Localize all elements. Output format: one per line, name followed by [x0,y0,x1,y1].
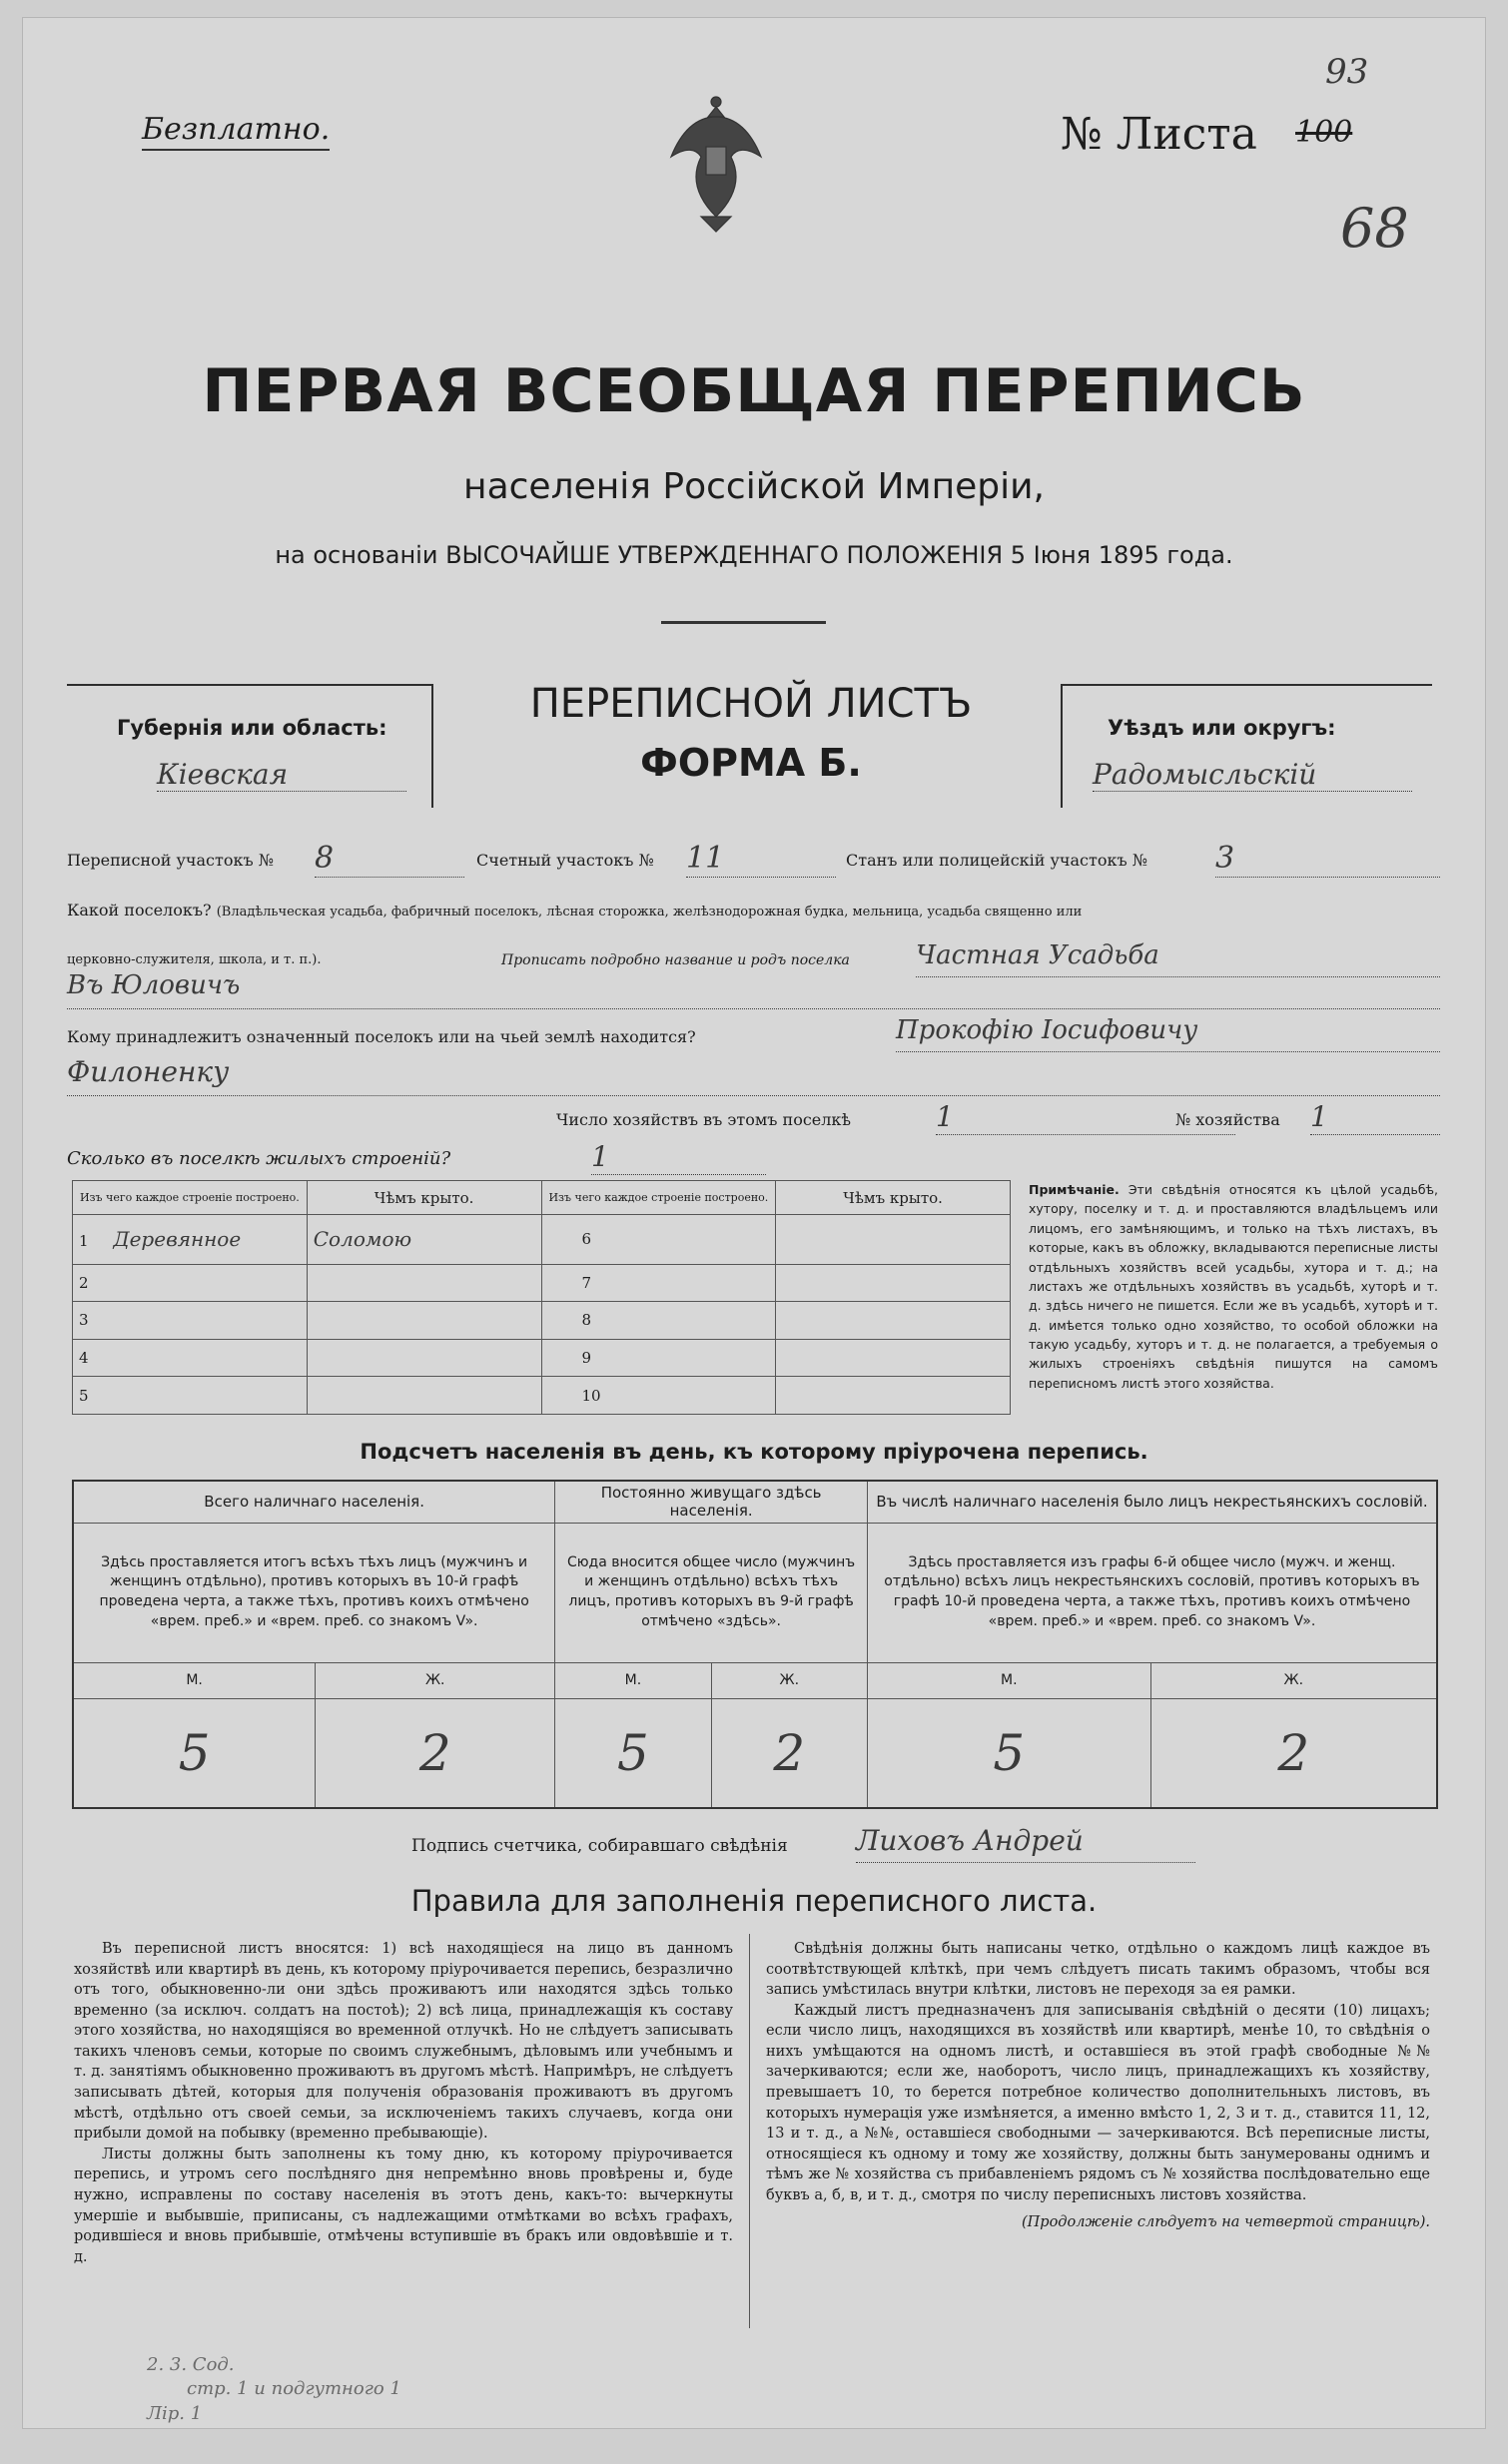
resident-female-value: 2 [711,1698,867,1808]
page-title: ПЕРВАЯ ВСЕОБЩАЯ ПЕРЕПИСЬ [202,356,1306,426]
settlement-value-2: Въ Юловичъ [67,970,1440,1009]
rules-left-p1: Въ переписной листъ вносятся: 1) всѣ находящіеся на лицо въ данномъ хозяйствѣ или квартирѣ въ день, къ которому пріурочивается перепись, безразлично отъ того, обыкновенно-ли они здѣсь проживаютъ или находятся здѣсь только временно (за исключ. солдатъ на постоѣ); 2) всѣ лица, принадлежащія къ составу этого хозяйства, но находящіяся во временной отлучкѣ. Но не слѣдуетъ записывать такихъ членовъ семьи, которые по своимъ служебнымъ, дѣловымъ или учебнымъ и т. д. занятіямъ обыкновенно проживаютъ въ другомъ мѣстѣ. Напримѣръ, не слѣдуетъ записывать дѣтей, которыя для полученія образованія проживаютъ въ другомъ мѣстѣ, отдѣльно отъ своей семьи, за исключеніемъ такихъ случаевъ, когда они прибыли домой на побывку (временно пребывающіе). [74,1941,733,2143]
count-heading: Подсчетъ населенія въ день, къ которому пріурочена перепись. [360,1440,1148,1464]
free-label: Безплатно. [142,112,330,151]
rules-heading: Правила для заполненія переписного листа. [410,1884,1098,1918]
note-text: Эти свѣдѣнія относятся къ цѣлой усадьбѣ, хутору, поселку и т. д. и проставляются владѣльцемъ или лицомъ, его замѣняющимъ, и только на тѣхъ листахъ, въ которые, какъ въ обложку, вкладываются переписные листы отдѣльныхъ хозяйствъ всей усадьбы, хутора и т. д.; на листахъ же отдѣльныхъ хозяйствъ въ усадьбѣ, хуторѣ и т. д. здѣсь ничего не пишется. Если же въ усадьбѣ, хуторѣ и т. д. имѣется только одно хозяйство, то особой обложки на такую усадьбу, хуторъ и т. д. не полагается, а требуемыя о жилыхъ строеніяхъ свѣдѣнія пишутся на самомъ переписномъ листѣ этого хозяйства. [1029,1182,1438,1391]
settlement-hint-2: церковно-служителя, школа, и т. п.). [67,952,322,967]
table-row: 3 8 [73,1302,1011,1340]
household-no-value: 1 [1310,1100,1440,1135]
district-row [67,841,1440,881]
sheet-old-number: 100 [1295,115,1353,150]
settlement-row [67,901,1440,920]
col2-title: Постоянно живущаго здѣсь населенія. [555,1481,868,1523]
buildings-row [67,1140,766,1178]
table-row: 5 10 [73,1377,1011,1415]
col-roof-right: Чѣмъ крыто. [776,1181,1011,1215]
table-row: 1 Деревянное Соломою 6 [73,1215,1011,1265]
buildings-question: Сколько въ поселкѣ жилыхъ строеній? [67,1148,451,1169]
county-label: Уѣздъ или округъ: [1108,716,1336,740]
resident-male-value: 5 [555,1698,711,1808]
buildings-table [72,1180,1011,1415]
district-label: Переписной участокъ № [67,851,274,870]
settlement-value: Частная Усадьба [916,940,1440,977]
material-value: Деревянное [113,1227,242,1252]
double-headed-eagle-icon [661,87,771,237]
total-male-value: 5 [73,1698,316,1808]
owner-value: Прокофію Іосифовичу [896,1015,1440,1052]
table-row: 2 7 [73,1264,1011,1302]
col3-text: Здѣсь проставляется изъ графы 6-й общее число (мужч. и женщ. отдѣльно) всѣхъ лицъ некрестьянскихъ сословій, противъ которыхъ въ графѣ 10-й проведена черта, а также тѣхъ, противъ коихъ отмѣчено «врем. преб.» и «врем. преб. со знакомъ V». [867,1523,1437,1662]
province-box [67,684,433,808]
population-count-table [72,1480,1438,1809]
county-value: Радомысльскій [1093,758,1412,792]
rules-left-p2: Листы должны быть заполнены къ тому дню, къ которому пріурочивается перепись, и утромъ сего послѣдняго дня непремѣнно вновь провѣрены и, буде нужно, исправлены по составу населенія въ этотъ день, какъ-то: вычеркнуты умершіе и выбывшіе, приписаны, съ надлежащими отмѣтками во всѣхъ графахъ, родившіеся и вновь прибывшіе, отмѣчены вступившіе въ бракъ или овдовѣвшіе и т. д. [74,2146,733,2265]
rules-left-column [74,1939,733,2267]
col1-title: Всего наличнаго населенія. [73,1481,555,1523]
rules-right-column [766,1939,1430,2232]
table-row: 4 9 [73,1339,1011,1377]
pencil-note-line-2: стр. 1 и подгутного 1 [187,2378,401,2400]
sheet-number-label: № Листа [1061,109,1257,160]
buildings-value: 1 [591,1140,766,1175]
pencil-note [147,2353,401,2426]
roof-value: Соломою [307,1215,541,1265]
col2-female-header: Ж. [711,1662,867,1698]
col2-male-header: М. [555,1662,711,1698]
province-label: Губернія или область: [117,716,387,740]
count-label: Счетный участокъ № [476,851,654,870]
note-label: Примѣчаніе. [1029,1182,1120,1197]
form-type: ФОРМА Б. [640,741,862,785]
col3-title: Въ числѣ наличнаго населенія было лицъ некрестьянскихъ сословій. [867,1481,1437,1523]
total-female-value: 2 [316,1698,555,1808]
settlement-hint: (Владѣльческая усадьба, фабричный поселокъ, лѣсная сторожка, желѣзнодорожная будка, мельница, усадьба священно или [216,905,1083,920]
household-no-label: № хозяйства [1175,1110,1280,1129]
col2-text: Сюда вносится общее число (мужчинъ и женщинъ отдѣльно) всѣхъ тѣхъ лицъ, противъ которыхъ въ 9-й графѣ отмѣчено «здѣсь». [555,1523,868,1662]
legal-basis: на основаніи ВЫСОЧАЙШЕ УТВЕРЖДЕННАГО ПОЛОЖЕНІЯ 5 Іюня 1895 года. [275,541,1233,569]
county-box [1061,684,1432,808]
owner-question: Кому принадлежитъ означенный поселокъ или на чьей землѣ находится? [67,1027,696,1046]
households-row [67,1100,1440,1138]
page-subtitle: населенія Россійской Имперіи, [463,466,1045,507]
pencil-note-line-3: Лір. 1 [147,2402,203,2424]
district-value: 8 [315,841,464,878]
count-value: 11 [686,841,836,878]
col-material-right: Изъ чего каждое строеніе построено. [541,1181,776,1215]
rules-right-p2: Каждый листъ предназначенъ для записыванія свѣдѣній о десяти (10) лицахъ; если число лицъ, находящихся въ хозяйствѣ или квартирѣ, менѣе 10, то свѣдѣнія о нихъ умѣщаются на одномъ листѣ, и оставшіеся въ этой графѣ свободные №№ зачеркиваются; если же, наоборотъ, число лицъ, принадлежащихъ къ хозяйству, превышаетъ 10, то берется потребное количество дополнительныхъ листовъ, въ которыхъ нумерація уже измѣняется, а именно вмѣсто 1, 2, 3 и т. д., ставится 11, 12, 13 и т. д., а №№, оставшіеся свободными — зачеркиваются. Всѣ переписные листы, относящіеся къ одному и тому же хозяйству, должны быть занумерованы однимъ и тѣмъ же № хозяйства съ прибавленіемъ рядомъ съ № хозяйства послѣдовательно еще буквъ а, б, в, и т. д., смотря по числу переписныхъ листовъ хозяйства. [766,2002,1430,2203]
col-material-left: Изъ чего каждое строеніе построено. [73,1181,308,1215]
census-form-page [22,17,1486,2429]
col-roof-left: Чѣмъ крыто. [307,1181,541,1215]
households-label: Число хозяйствъ въ этомъ поселкѣ [556,1110,852,1129]
nonpeasant-male-value: 5 [867,1698,1150,1808]
pencil-note-line-1: 2. 3. Сод. [147,2354,235,2375]
settlement-instruction: Прописать подробно название и родъ поселка [501,952,850,968]
households-value: 1 [936,1100,1235,1135]
col1-male-header: М. [73,1662,316,1698]
rules-continued: (Продолженіе слѣдуетъ на четвертой страницѣ). [1021,2213,1430,2230]
note-block [1029,1180,1438,1393]
owner-row [67,1015,1440,1055]
rules-divider [749,1934,750,2328]
nonpeasant-female-value: 2 [1150,1698,1437,1808]
col3-female-header: Ж. [1150,1662,1437,1698]
stan-value: 3 [1215,841,1440,878]
col1-text: Здѣсь проставляется итогъ всѣхъ тѣхъ лицъ (мужчинъ и женщинъ отдѣльно), противъ которыхъ въ 10-й графѣ проведена черта, а также тѣхъ, противъ коихъ отмѣчено «врем. преб.» и «врем. преб. со знакомъ V». [73,1523,555,1662]
col1-female-header: Ж. [316,1662,555,1698]
signature-row [411,1824,1210,1864]
owner-value-2: Филоненку [67,1055,1440,1096]
signature-value: Лиховъ Андрей [856,1824,1195,1863]
province-value: Кіевская [157,758,406,792]
stan-label: Станъ или полицейскій участокъ № [846,851,1147,870]
signature-label: Подпись счетчика, собиравшаго свѣдѣнія [411,1836,788,1856]
form-title: ПЕРЕПИСНОЙ ЛИСТЪ [529,681,973,727]
sheet-new-number: 93 [1325,52,1369,92]
col3-male-header: М. [867,1662,1150,1698]
sheet-margin-number: 68 [1340,197,1409,260]
settlement-question: Какой поселокъ? [67,901,212,920]
title-divider [661,621,826,624]
rules-right-p1: Свѣдѣнія должны быть написаны четко, отдѣльно о каждомъ лицѣ каждое въ соотвѣтствующей клѣткѣ, при чемъ слѣдуетъ писать такимъ образомъ, чтобы вся запись умѣстилась внутри клѣтки, листовъ не переходя за ея рамки. [766,1941,1430,1999]
